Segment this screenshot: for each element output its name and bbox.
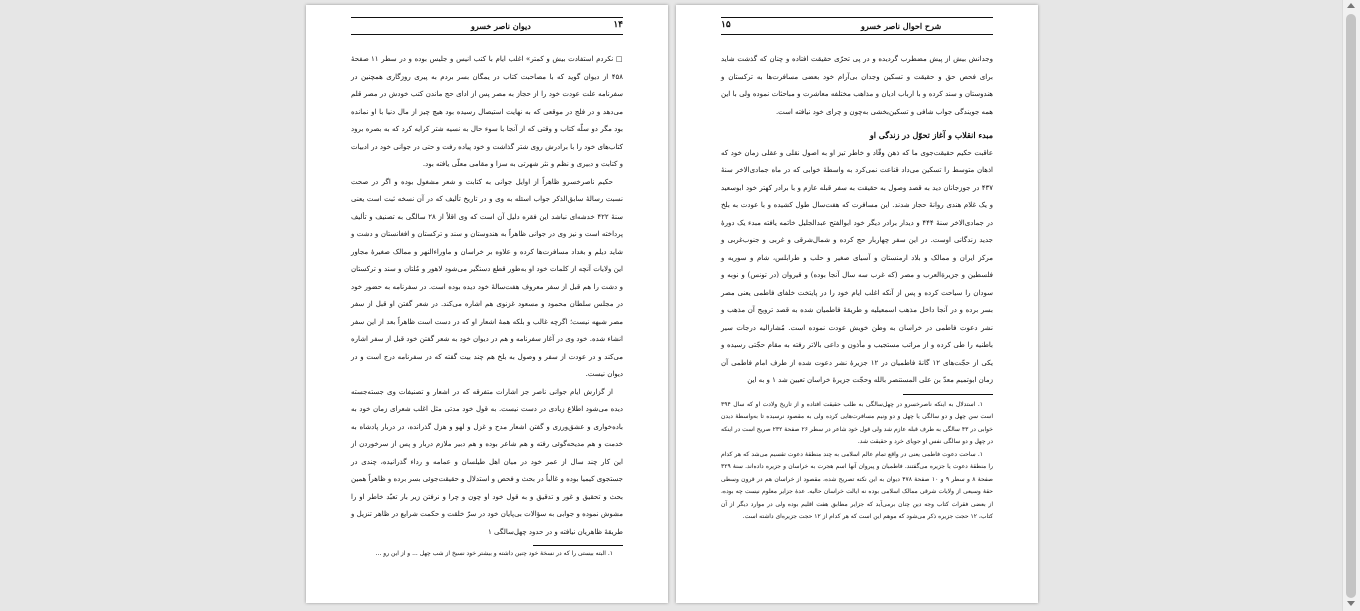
section-heading: مبدء انقلاب و آغاز تحوّل در زندگی او [869,130,993,140]
page-14 [306,5,668,603]
paragraph: از گزارش ایام جوانی ناصر جز اشارات متفرقه که در اشعار و تصنیفات وی جسته‌جسته دیده می‌شود اطلاع زیادی در دست نیست. به قول خود مدتی مثل اغلب شعرای زمان خود به باده‌خواری و عشق‌ورزی و گفتن اشعار مدح و غزل و لهو و هزل گذرانده، در دربار پادشاه به خدمت و هم مدیحه‌گوئی رفته و هم شاعر بوده و هم دبیر ملازم دربار و پس از سرخوردن از این کار چند سال از عمر خود در میان اهل طیلسان و عمامه و رداء گذرانیده، چندی در جستجوی کیمیا بوده و غالباً در بحث و فحص و استدلال و حقیقت‌جوئی بسر برده و ظاهراً همین بحث و تحقیق و غور و تدقیق و به قول خود او چون و چرا و نرفتن زیر بار تعبّد خاطر او را مشوش نموده و جوابی به سؤالات بی‌پایان خود در سرّ خلقت و حکمت شرایع در ظاهر تنزیل و طریقهٔ ظاهریان نیافته و در حدود چهل‌سالگی ۱ [351,387,623,536]
footnote: ۱. استدلال به اینکه ناصرخسرو در چهل‌سالگی به طلب حقیقت افتاده و از تاریخ ولادت او که سال ۳۹۴ است سن چهل و دو سالگی یا چهل و دو ونیم مسافرت‌هایی کرده ولی به مقصود نرسیده تا به‌واسطهٔ دیدن خوابی در ۴۳ سالگی به طرف قبله عازم شد ولی قول خود شاعر در سطر ۲۶ صفحهٔ ۲۳۲ صریح است در اینکه در چهل و دو سالگی نفس او جویای خرد و حقیقت شد. [721,400,993,445]
footnote-rule [903,394,993,395]
paragraph: □ نکردم استفادت بیش و کمتر» اغلب ایام با کتب انیس و جلیس بوده و در سطر ۱۱ صفحهٔ ۴۵۸ از دیوان گوید که با مصاحبت کتاب در یمگان بسر بردم به پیری روزگاری همچنین در سفرنامه علت عودت خود را از حجاز به مصر پس از ادای حج ماندن کتب خودش در مصر قلم می‌دهد و در فلج در موقعی که به نهایت استیصال رسیده بود هیچ چیز از مال دنیا با او نمانده بود مگر دو سلّه کتاب و وقتی که از آنجا با سوء حال به نسیه شتر کرایه کرد که به بصره برود کتاب‌های خود را با برادرش روی شتر گذاشت و خود پیاده رفت و حتی در جوانی خود در ادبیات و کتابت و دبیری و نظم و نثر شهرتی به سزا و مقامی معلّی یافته بود. [351,55,623,168]
scroll-up-arrow-icon[interactable] [1347,3,1355,8]
footnote: ۱. البته بیستی را که در نسخهٔ خود چنین داشته و بیشتر خود نسیخ از شب چهل ... و از این رو ... [375,550,613,557]
footnote: ۱. ساحت دعوت فاطمی یعنی در واقع تمام عالم اسلامی به چند منطقهٔ دعوت تقسیم می‌شد که هر کدام را منطقهٔ دعوت یا جزیره می‌گفتند. فاطمیان و پیروان آنها اسم هجرت به خراسان و جزیره داده‌اند. سنهٔ ۳۲۹ صفحهٔ ۸ و سطر ۹ و ۱۰ صفحهٔ ۴۷۸ دیوان به این نکته تصریح شده، مقصود از خراسان هم در قرون وسطی حقهٔ وسیعی از ولایات شرقی ممالک اسلامی بوده نه ایالت خراسان حالیه. عدهٔ جزایر معلوم نیست چه بوده، از بعضی فقرات کتاب وجه دین چنان برمی‌آید که جزایر مطابق هفت اقلیم بوده ولی در موارد دیگر از آن کتاب، ۱۲ حجت جزیره ذکر می‌شود که موهم این است که هر کدام از ۱۲ حجت جزیره‌ای داشته است. [721,450,993,520]
running-header [351,17,623,35]
scroll-down-arrow-icon[interactable] [1347,601,1355,606]
paragraph: حکیم ناصرخسرو ظاهراً از اوایل جوانی به کتابت و شعر مشغول بوده و اگر در صحت نسبت رسالهٔ سابق‌الذکر جواب اسئله به وی و در تاریخ تألیف که در آن نسخه ثبت است یعنی سنهٔ ۴۲۲ خدشه‌ای نباشد این فقره دلیل آن است که وی اقلاً از ۲۸ سالگی به تصنیف و تألیف پرداخته است و نیز وی در جوانی ظاهراً به هندوستان و سند و ترکستان و افغانستان و دشت و شاید دیلم و بغداد مسافرت‌ها کرده و علاوه بر خراسان و ماوراءالنهر و ممالک صغیرهٔ مجاور این ولایات آنچه از کلمات خود او به‌طور قطع دستگیر می‌شود لاهور و مُلتان و سند و ترکستان و دشت را هم قبل از سفر معروف هفت‌سالهٔ خود دیده بوده است. در سفرنامه به حضور خود در مجلس سلطان محمود و مسعود غزنوی هم اشاره می‌کند. در شعر گفتن او قبل از سفر مصر شبهه نیست؛ اگرچه غالب و بلکه همهٔ اشعار او که در دست است ظاهراً بعد از این سفر انشاء شده. خود وی در آغاز سفرنامه و هم در دیوان خود به شعر گفتن خود قبل از سفر اشاره می‌کند و در عودت از سفر و وصول به بلخ هم چند بیت گفته که در سفرنامه درج است و در دیوان نیست. [351,177,623,378]
page-body [721,51,993,524]
footnote-rule [533,545,623,546]
footnotes [721,399,993,524]
paragraph: وجدانش بیش از پیش مضطرب گردیده و در پی تحرّی حقیقت افتاده و چنان که گذشت شاید برای فحص حق و حقیقت و تسکین وجدان بی‌آرام خود بعضی مسافرت‌ها به ترکستان و هندوستان و سند کرده و با ارباب ادیان و مذاهب مختلفه معاشرت و مباحثات نموده ولی با این همه جویندگی جواب شافی و تسکین‌بخشی به‌چون و چرای خود نیافته است. [721,55,993,116]
paragraph: عاقبت حکیم حقیقت‌جوی ما که ذهن وقّاد و خاطر تیز او به اصول نقلی و عقلی زمان خود که اذهان متوسط را تسکین می‌داد قناعت نمی‌کرد به واسطهٔ خوابی که در ماه جمادی‌الاخر سنهٔ ۴۳۷ در جوزجانان دید به قصد وصول به حقیقت به سفر قبله عازم و با برادر کهتر خود ابوسعید و یک غلام هندی روانهٔ حجاز شدند. این مسافرت که هفت‌سال طول کشیده و با عودت به بلخ در جمادی‌الاخر سنهٔ ۴۴۴ و دیدار برادر دیگر خود ابوالفتح عبدالجلیل خاتمه یافته مبدء یک دورهٔ جدید زندگانی اوست. در این سفر چهاربار حج کرده و شمال‌شرقی و غربی و جنوب‌غربی و مرکز ایران و ممالک و بلاد ارمنستان و آسیای صغیر و حلب و طرابلس، شام و سوریه و فلسطین و جزیرةالعرب و مصر (که غرب سه سال آنجا بوده) و قیروان (در تونس) و نوبه و سودان را سیاحت کرده و پس از آنکه اغلب ایام خود را در پایتخت خلفای فاطمی یعنی مصر بسر برده و در آنجا داخل مذهب اسمعیلیه و طریقهٔ فاطمیان شده به قصد ترویج آن مذهب و نشر دعوت فاطمی در خراسان به وطن خویش عودت نموده است. مُشارالیه درجات سیر باطنیه را طی کرده و از مراتب مستجیب و مأذون و داعی بالاتر رفته به مقام حجّتی رسیده و یکی از حجّت‌های ۱۲ گانهٔ فاطمیان در ۱۲ جزیرهٔ نشر دعوت شده از طرف امام فاطمی آن زمان ابوتمیم معدّ بن علی المستنصر بالله وحجّت جزیرهٔ خراسان تعیین شد ۱ و به این [721,148,993,384]
page-number: ۱۵ [721,20,731,30]
running-header [721,17,993,35]
page-number: ۱۴ [613,20,623,30]
scrollbar-thumb[interactable] [1346,14,1356,598]
page-body [351,51,623,561]
header-title: دیوان ناصر خسرو [471,21,531,31]
header-title: شرح احوال ناصر خسرو [861,21,942,31]
page-15 [676,5,1038,603]
vertical-scrollbar[interactable] [1342,0,1360,611]
